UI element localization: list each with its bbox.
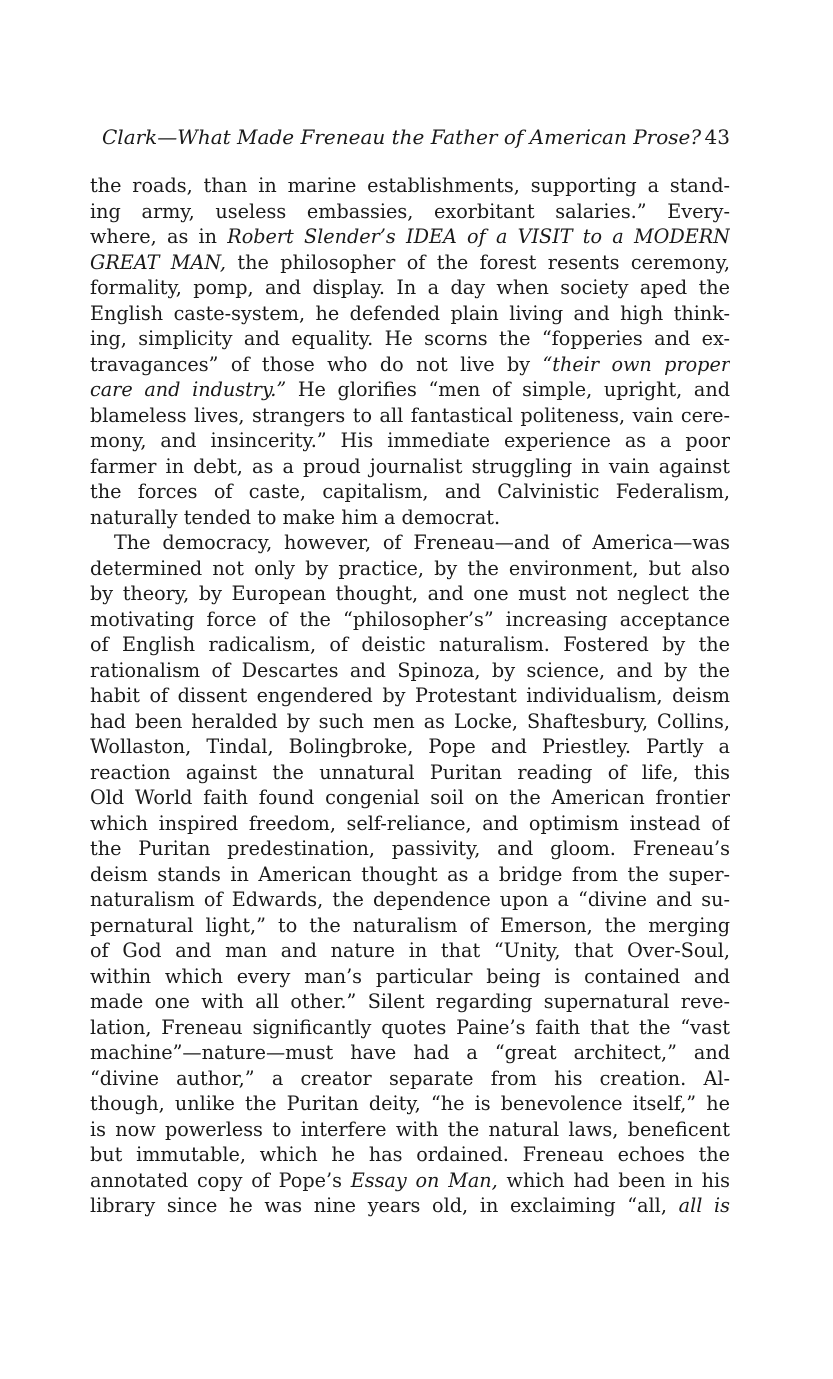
text-line [90, 964, 730, 990]
text-line [90, 887, 730, 913]
text-line [90, 403, 730, 429]
text-run: by theory, by European thought, and one must not neglect the [90, 582, 730, 605]
text-run: motivating force of the “philosopher’s” increasing acceptance [90, 607, 730, 631]
italic-text: Robert Slender’s IDEA of a VISIT to a MODERN [227, 225, 730, 248]
text-run: the Puritan predestination, passivity, and gloom. Freneau’s [90, 837, 730, 860]
text-line [90, 989, 730, 1015]
paragraph-1 [90, 173, 730, 530]
text-line [90, 581, 730, 607]
text-line [90, 632, 730, 658]
text-line [90, 1040, 730, 1066]
text-line [90, 224, 730, 250]
text-line [90, 454, 730, 480]
text-line [90, 505, 730, 531]
text-line [90, 377, 730, 403]
text-run: Old World faith found congenial soil on the American frontier [90, 786, 730, 809]
text-line [90, 173, 730, 199]
body-text [90, 173, 730, 1219]
text-run: naturally tended to make him a democrat. [90, 505, 501, 529]
text-run: English caste-system, he defended plain living and high think- [90, 301, 730, 325]
text-line [90, 479, 730, 505]
text-run: though, unlike the Puritan deity, “he is benevolence itself,” he [90, 1092, 730, 1115]
italic-text: GREAT MAN, [90, 250, 226, 274]
text-line [90, 556, 730, 582]
text-line [90, 275, 730, 301]
text-line [90, 1168, 730, 1194]
text-run: ing army, useless embassies, exorbitant salaries.” Every- [90, 199, 730, 223]
text-line [90, 352, 730, 378]
text-line [90, 683, 730, 709]
text-run: blameless lives, strangers to all fantastical politeness, vain cere- [90, 403, 730, 427]
text-run: The democracy, however, of Freneau—and of America—was [114, 531, 730, 554]
text-line [90, 1015, 730, 1041]
text-line [90, 760, 730, 786]
text-run: made one with all other.” Silent regarding supernatural reve- [90, 990, 730, 1013]
text-run: deism stands in American thought as a bridge from the super- [90, 862, 730, 886]
paragraph-2 [90, 530, 730, 1219]
text-run: determined not only by practice, by the environment, but also [90, 556, 730, 580]
text-line [90, 530, 730, 556]
text-line [90, 836, 730, 862]
text-line [90, 811, 730, 837]
text-run: naturalism of Edwards, the dependence upon a “divine and su- [90, 888, 730, 911]
running-head [102, 118, 730, 156]
text-run: “divine author,” a creator separate from his creation. Al- [90, 1066, 730, 1090]
text-line [90, 709, 730, 735]
text-run: the forces of caste, capitalism, and Calvinistic Federalism, [90, 480, 730, 503]
text-run: is now powerless to interfere with the natural laws, beneficent [90, 1117, 730, 1141]
text-line [90, 1142, 730, 1168]
text-line [90, 199, 730, 225]
text-run: rationalism of Descartes and Spinoza, by science, and by the [90, 658, 730, 682]
text-line [90, 658, 730, 684]
italic-text: all is [678, 1194, 730, 1217]
running-head-title: Clark—What Made Freneau the Father of American Prose? [102, 125, 702, 149]
text-run: where, as in [90, 225, 228, 248]
text-line [90, 862, 730, 888]
text-line [90, 607, 730, 633]
text-line [90, 1066, 730, 1092]
text-line [90, 1091, 730, 1117]
text-run: lation, Freneau significantly quotes Paine’s faith that the “vast [90, 1015, 730, 1039]
text-line [90, 938, 730, 964]
page [90, 118, 730, 1219]
text-run: the roads, than in marine establishments, supporting a stand- [90, 174, 730, 197]
text-run: annotated copy of Pope’s [90, 1168, 351, 1192]
text-run: ing, simplicity and equality. He scorns the “fopperies and ex- [90, 327, 730, 350]
text-line [90, 250, 730, 276]
text-line [90, 785, 730, 811]
text-run: library since he was nine years old, in exclaiming “all, [90, 1194, 679, 1217]
text-run: the philosopher of the forest resents ceremony, [225, 250, 730, 274]
text-run: of God and man and nature in that “Unity, that Over-Soul, [90, 939, 730, 962]
text-line [90, 734, 730, 760]
text-run: which had been in his [497, 1168, 730, 1192]
text-line [90, 1193, 730, 1219]
text-line [90, 913, 730, 939]
text-run: had been heralded by such men as Locke, Shaftesbury, Collins, [90, 709, 730, 733]
page-number: 43 [704, 125, 730, 149]
text-run: travagances” of those who do not live by [90, 352, 543, 376]
text-run: mony, and insincerity.” His immediate experience as a poor [90, 429, 730, 452]
text-run: within which every man’s particular being is contained and [90, 964, 730, 988]
italic-text: “their own proper [542, 352, 730, 376]
text-line [90, 326, 730, 352]
italic-text: care and industry.” [90, 378, 287, 401]
text-run: habit of dissent engendered by Protestant individualism, deism [90, 684, 730, 707]
text-run: He glorifies “men of simple, upright, and [286, 378, 730, 401]
text-line [90, 301, 730, 327]
text-line [90, 1117, 730, 1143]
text-run: which inspired freedom, self-reliance, and optimism instead of [90, 811, 730, 835]
text-run: but immutable, which he has ordained. Freneau echoes the [90, 1143, 730, 1166]
italic-text: Essay on Man, [350, 1168, 498, 1192]
text-run: farmer in debt, as a proud journalist struggling in vain against [90, 454, 730, 478]
text-line [90, 428, 730, 454]
text-run: of English radicalism, of deistic naturalism. Fostered by the [90, 633, 730, 656]
text-run: Wollaston, Tindal, Bolingbroke, Pope and Priestley. Partly a [90, 735, 730, 758]
text-run: formality, pomp, and display. In a day when society aped the [90, 276, 730, 299]
text-run: machine”—nature—must have had a “great architect,” and [90, 1041, 730, 1064]
text-run: pernatural light,” to the naturalism of Emerson, the merging [90, 913, 730, 937]
text-run: reaction against the unnatural Puritan reading of life, this [90, 760, 730, 784]
